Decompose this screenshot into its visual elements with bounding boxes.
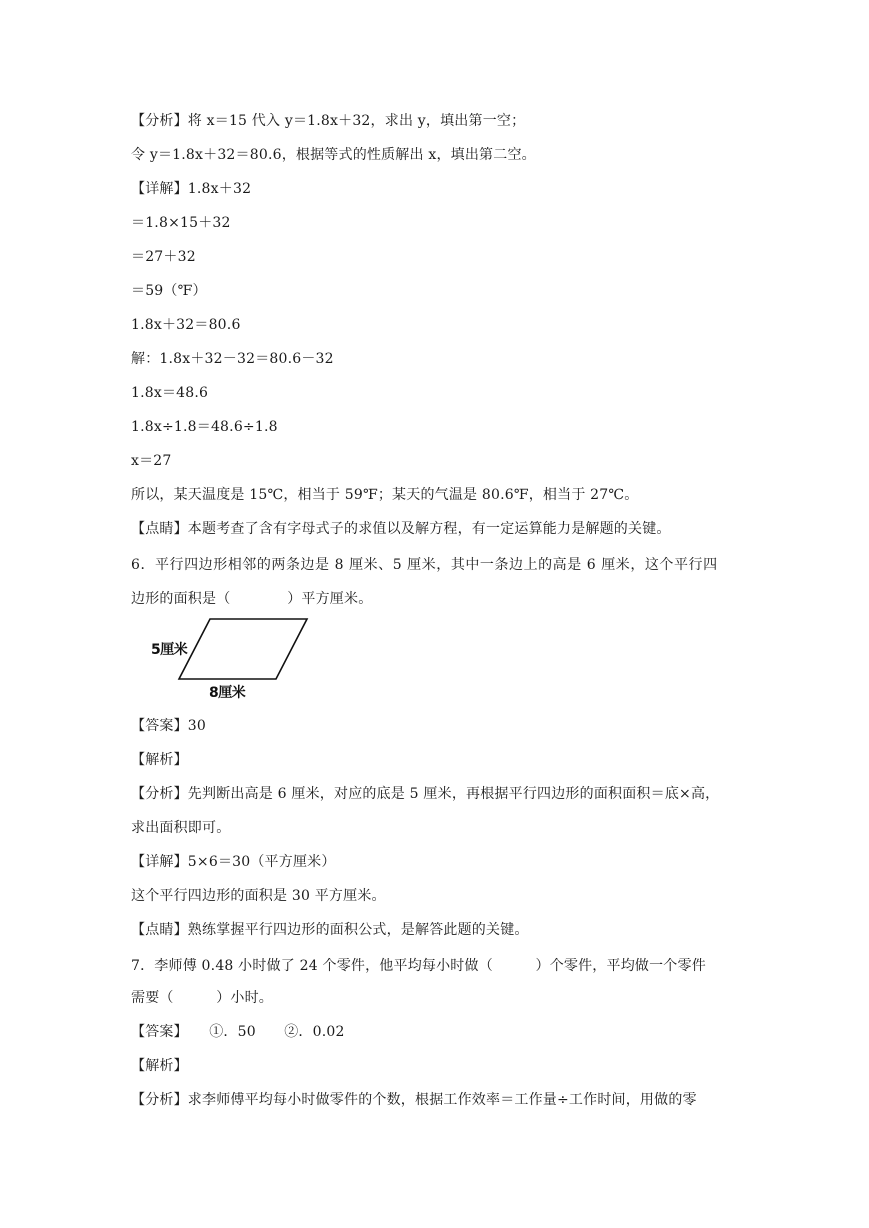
question-7-line: 需要（ ）小时。 xyxy=(131,990,273,1006)
parallelogram-figure xyxy=(148,612,318,704)
analysis-line: 求出面积即可。 xyxy=(131,820,231,836)
explanation-heading: 【解析】 xyxy=(131,752,188,768)
analysis-line: 令 y＝1.8x＋32＝80.6，根据等式的性质解出 x，填出第二空。 xyxy=(131,147,536,163)
equation-line: 解：1.8x＋32－32＝80.6－32 xyxy=(131,351,334,367)
question-6-line: 6．平行四边形相邻的两条边是 8 厘米、5 厘米，其中一条边上的高是 6 厘米，这个平行四 xyxy=(131,557,718,573)
remark-line: 【点睛】熟练掌握平行四边形的面积公式，是解答此题的关键。 xyxy=(131,922,529,938)
equation-line: ＝1.8×15＋32 xyxy=(131,215,231,231)
equation-line: 1.8x÷1.8＝48.6÷1.8 xyxy=(131,419,278,435)
side-length-label: 5厘米 xyxy=(151,642,188,658)
question-6-line: 边形的面积是（ ）平方厘米。 xyxy=(131,591,373,607)
answer-line: 【答案】30 xyxy=(131,718,207,734)
conclusion-line: 这个平行四边形的面积是 30 平方厘米。 xyxy=(131,888,386,904)
answer-line: 【答案】 ①．50 ②．0.02 xyxy=(131,1024,345,1040)
explanation-heading: 【解析】 xyxy=(131,1058,188,1074)
base-length-label: 8厘米 xyxy=(209,685,246,701)
analysis-line: 【分析】先判断出高是 6 厘米，对应的底是 5 厘米，再根据平行四边形的面积面积＝底×高， xyxy=(131,786,720,802)
question-7-line: 7．李师傅 0.48 小时做了 24 个零件，他平均每小时做（ ）个零件，平均做一个零件 xyxy=(131,958,706,974)
equation-line: 1.8x＝48.6 xyxy=(131,385,209,401)
equation-line: ＝59（℉） xyxy=(131,283,207,299)
analysis-line: 【分析】将 x＝15 代入 y＝1.8x＋32，求出 y，填出第一空； xyxy=(131,113,526,129)
equation-line: ＝27＋32 xyxy=(131,249,196,265)
equation-line: 1.8x＋32＝80.6 xyxy=(131,317,241,333)
detail-line: 【详解】5×6＝30（平方厘米） xyxy=(131,854,336,870)
analysis-line: 【分析】求李师傅平均每小时做零件的个数，根据工作效率＝工作量÷工作时间，用做的零 xyxy=(131,1092,697,1108)
remark-line: 【点睛】本题考查了含有字母式子的求值以及解方程，有一定运算能力是解题的关键。 xyxy=(131,521,671,537)
equation-line: x＝27 xyxy=(131,453,172,469)
detail-line: 【详解】1.8x＋32 xyxy=(131,181,252,197)
conclusion-line: 所以，某天温度是 15℃，相当于 59℉；某天的气温是 80.6℉，相当于 27℃。 xyxy=(131,487,639,503)
